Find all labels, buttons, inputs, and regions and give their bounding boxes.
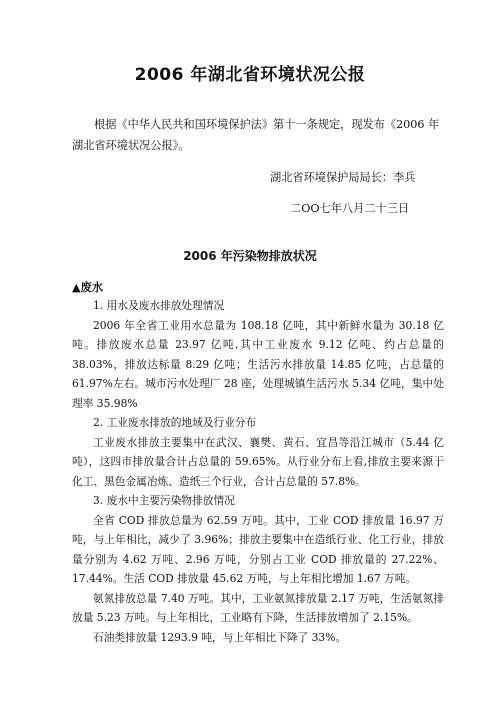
page-title: 2006 年湖北省环境状况公报 xyxy=(134,65,366,85)
section-title: 2006 年污染物排放状况 xyxy=(183,249,317,263)
intro-paragraph: 根据《中华人民共和国环境保护法》第十一条规定，现发布《2006 年湖北省环境状况公报》。 xyxy=(72,118,440,152)
subheading-pollutants: 3. 废水中主要污染物排放情况 xyxy=(93,494,235,507)
signature-line: 湖北省环境保护局局长：李兵 xyxy=(270,171,416,184)
paragraph-oil: 石油类排放量 1293.9 吨，与上年相比下降了 33%。 xyxy=(93,630,347,644)
subheading-water-use: 1. 用水及废水排放处理情况 xyxy=(93,299,225,312)
paragraph-ammonia: 氨氮排放总量 7.40 万吨。其中，工业氨氮排放量 2.17 万吨，生活氨氮排放量 5.23 万吨。与上年相比，工业略有下降，生活排放增加了 2.15%。 xyxy=(72,591,444,624)
wastewater-body xyxy=(72,296,444,647)
date-line: 二OO七年八月二十三日 xyxy=(290,202,410,215)
paragraph-water-use: 2006 年全省工业用水总量为 108.18 亿吨，其中新鲜水量为 30.18 亿吨。排放废水总量 23.97 亿吨,其中工业废水 9.12 亿吨、约占总量的 38.03%，排放达标量 8.29 亿吨；生活污水排放量 14.85 亿吨，占总量的 61.97%左右。城市污水处理厂 28 座，处理城镇生活污水 5.34 亿吨，集中处理率 35.98% xyxy=(72,318,444,410)
subheading-distribution: 2. 工业废水排放的地域及行业分布 xyxy=(93,416,257,429)
wastewater-heading: ▲废水 xyxy=(72,281,103,294)
paragraph-distribution: 工业废水排放主要集中在武汉、襄樊、黄石、宜昌等沿江城市（5.44 亿吨），这四市排放量合计占总量的 59.65%。从行业分布上看,排放主要来源于化工、黑色金属冶炼、造纸三个行业，合计占总量的 57.8%。 xyxy=(72,435,444,488)
paragraph-cod: 全省 COD 排放总量为 62.59 万吨。其中，工业 COD 排放量 16.97 万吨，与上年相比，减少了 3.96%；排放主要集中在造纸行业、化工行业，排放量分别为 4.62 万吨、2.96 万吨，分别占工业 COD 排放量的 27.22%、17.44%。生活 COD 排放量 45.62 万吨，与上年相比增加 1.67 万吨。 xyxy=(72,513,444,585)
